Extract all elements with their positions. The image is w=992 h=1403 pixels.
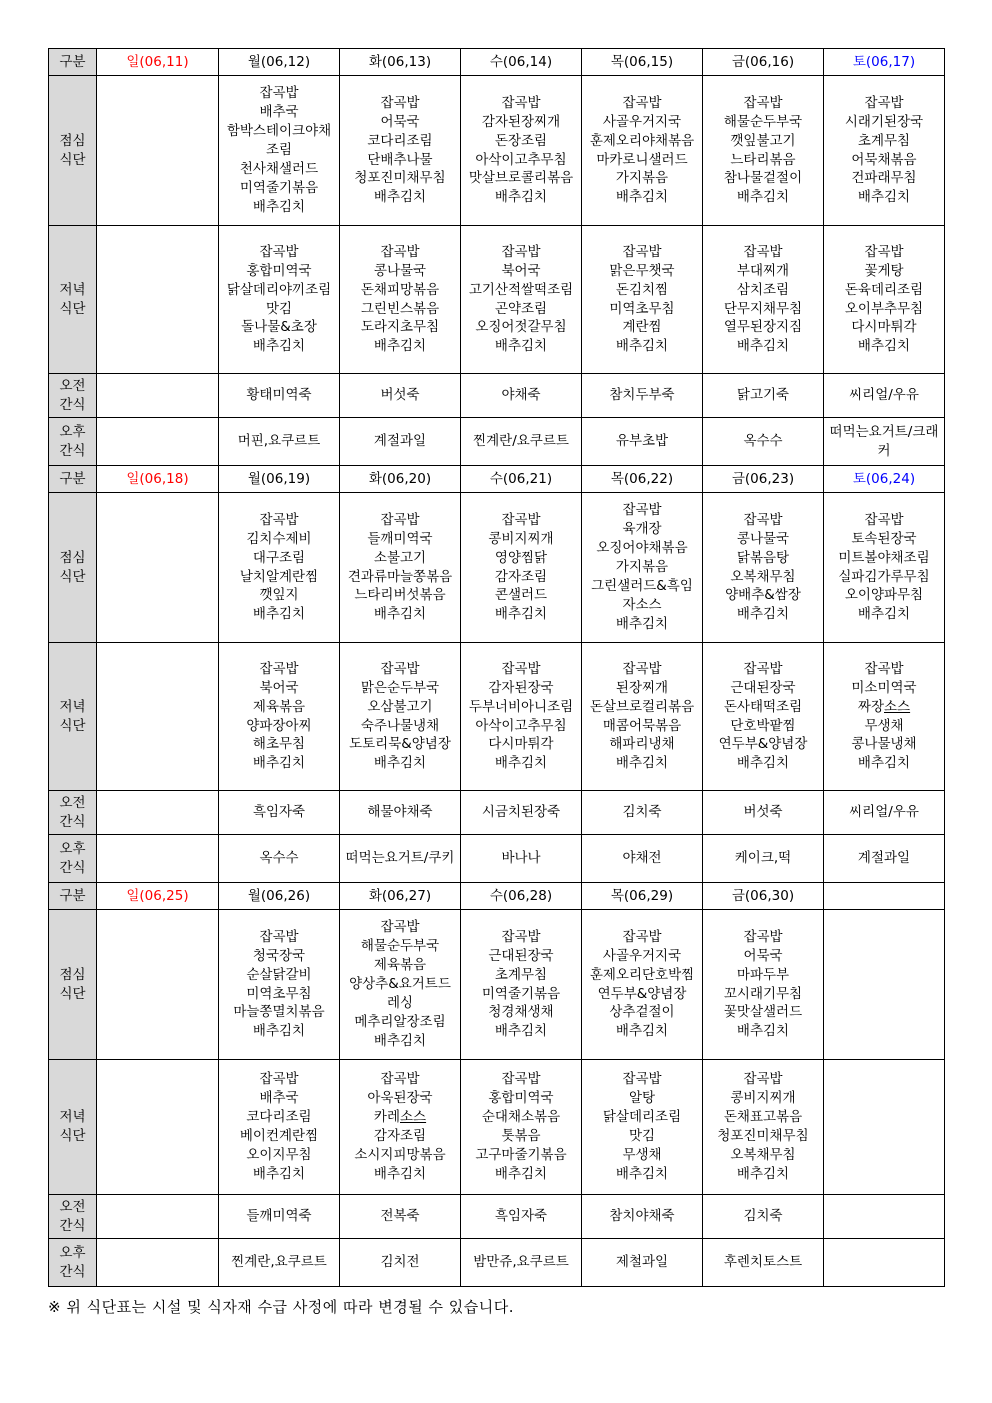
empty-cell	[97, 1060, 219, 1195]
menu-cell: 바나나	[461, 835, 582, 883]
menu-cell: 잡곡밥 아욱된장국 카레소스 감자조림 소시지피망볶음 배추김치	[340, 1060, 461, 1195]
week-header-row	[49, 466, 945, 493]
menu-cell: 잡곡밥 토속된장국 미트볼야채조림 실파김가루무침 오이양파무침 배추김치	[824, 493, 945, 643]
empty-cell	[824, 1195, 945, 1239]
empty-cell	[97, 76, 219, 226]
menu-cell: 유부초밥	[582, 418, 703, 466]
empty-cell	[97, 493, 219, 643]
footnote: ※ 위 식단표는 시설 및 식자재 수급 사정에 따라 변경될 수 있습니다.	[48, 1298, 515, 1316]
day-header: 금(06,23)	[703, 466, 824, 493]
menu-cell: 잡곡밥 홍합미역국 순대채소볶음 톳볶음 고구마줄기볶음 배추김치	[461, 1060, 582, 1195]
menu-cell: 잡곡밥 어묵국 마파두부 꼬시래기무침 꽃맛살샐러드 배추김치	[703, 910, 824, 1060]
day-header: 목(06,15)	[582, 49, 703, 76]
menu-cell: 잡곡밥 홍합미역국 닭살데리야끼조림 맛김 돌나물&초장 배추김치	[219, 226, 340, 374]
menu-cell: 옥수수	[219, 835, 340, 883]
day-header: 토(06,24)	[824, 466, 945, 493]
day-header: 수(06,21)	[461, 466, 582, 493]
row-label: 점심 식단	[49, 76, 97, 226]
day-header: 월(06,12)	[219, 49, 340, 76]
menu-cell: 떠먹는요거트/쿠키	[340, 835, 461, 883]
menu-cell: 잡곡밥 시래기된장국 초계무침 어묵채볶음 건파래무침 배추김치	[824, 76, 945, 226]
day-header: 화(06,20)	[340, 466, 461, 493]
menu-cell: 김치죽	[703, 1195, 824, 1239]
menu-cell: 계절과일	[340, 418, 461, 466]
day-header: 월(06,26)	[219, 883, 340, 910]
menu-cell: 찐계란/요쿠르트	[461, 418, 582, 466]
menu-cell: 닭고기죽	[703, 374, 824, 418]
menu-cell: 잡곡밥 사골우거지국 훈제오리단호박찜 연두부&양념장 상추겉절이 배추김치	[582, 910, 703, 1060]
corner-label: 구분	[49, 466, 97, 493]
menu-cell: 잡곡밥 육개장 오징어야채볶음 가지볶음 그린샐러드&흑임자소스 배추김치	[582, 493, 703, 643]
menu-cell: 잡곡밥 북어국 고기산적쌀떡조림 곤약조림 오징어젓갈무침 배추김치	[461, 226, 582, 374]
day-header: 목(06,22)	[582, 466, 703, 493]
menu-cell: 씨리얼/우유	[824, 791, 945, 835]
menu-cell: 잡곡밥 콩비지찌개 영양찜닭 감자조림 콘샐러드 배추김치	[461, 493, 582, 643]
day-header: 화(06,13)	[340, 49, 461, 76]
menu-cell: 찐계란,요쿠르트	[219, 1239, 340, 1287]
menu-cell: 잡곡밥 해물순두부국 제육볶음 양상추&요거트드레싱 메추리알장조림 배추김치	[340, 910, 461, 1060]
menu-cell: 전복죽	[340, 1195, 461, 1239]
empty-cell	[97, 835, 219, 883]
day-header: 화(06,27)	[340, 883, 461, 910]
menu-cell: 야채죽	[461, 374, 582, 418]
row-label: 저녁 식단	[49, 1060, 97, 1195]
empty-cell	[97, 418, 219, 466]
week-block-2	[49, 466, 945, 883]
empty-cell	[97, 226, 219, 374]
menu-cell: 케이크,떡	[703, 835, 824, 883]
row-snack-am	[49, 791, 945, 835]
menu-cell: 잡곡밥 미소미역국 짜장소스 무생채 콩나물냉채 배추김치	[824, 643, 945, 791]
week-block-3	[49, 883, 945, 1287]
menu-cell: 떠먹는요거트/크래커	[824, 418, 945, 466]
menu-cell: 잡곡밥 사골우거지국 훈제오리야채볶음 마카로니샐러드 가지볶음 배추김치	[582, 76, 703, 226]
menu-cell: 잡곡밥 배추국 코다리조림 베이컨계란찜 오이지무침 배추김치	[219, 1060, 340, 1195]
menu-cell: 잡곡밥 부대찌개 삼치조림 단무지채무침 열무된장지짐 배추김치	[703, 226, 824, 374]
menu-cell: 후렌치토스트	[703, 1239, 824, 1287]
row-label: 저녁 식단	[49, 226, 97, 374]
menu-cell: 잡곡밥 꽃게탕 돈육데리조림 오이부추무침 다시마튀각 배추김치	[824, 226, 945, 374]
day-header: 금(06,30)	[703, 883, 824, 910]
row-label: 점심 식단	[49, 493, 97, 643]
menu-cell: 잡곡밥 콩비지찌개 돈채표고볶음 청포진미채무침 오복채무침 배추김치	[703, 1060, 824, 1195]
empty-cell	[824, 1060, 945, 1195]
underlined-menu-item: 소스	[400, 1109, 427, 1126]
menu-cell: 잡곡밥 김치수제비 대구조림 날치알계란찜 깻잎지 배추김치	[219, 493, 340, 643]
row-label: 저녁 식단	[49, 643, 97, 791]
row-snack-pm	[49, 835, 945, 883]
menu-cell: 잡곡밥 감자된장찌개 돈장조림 아삭이고추무침 맛살브로콜리볶음 배추김치	[461, 76, 582, 226]
row-label: 오전 간식	[49, 1195, 97, 1239]
row-label: 오후 간식	[49, 835, 97, 883]
day-header	[824, 883, 945, 910]
menu-cell: 잡곡밥 근대된장국 돈사태떡조림 단호박팥찜 연두부&양념장 배추김치	[703, 643, 824, 791]
empty-cell	[97, 791, 219, 835]
menu-cell: 들깨미역죽	[219, 1195, 340, 1239]
row-label: 오전 간식	[49, 791, 97, 835]
menu-cell: 잡곡밥 감자된장국 두부너비아니조림 아삭이고추무침 다시마튀각 배추김치	[461, 643, 582, 791]
menu-cell: 흑임자죽	[219, 791, 340, 835]
row-dinner	[49, 226, 945, 374]
row-lunch	[49, 493, 945, 643]
week-block-1	[49, 49, 945, 466]
row-snack-am	[49, 374, 945, 418]
row-lunch	[49, 76, 945, 226]
menu-cell: 머핀,요쿠르트	[219, 418, 340, 466]
empty-cell	[97, 1239, 219, 1287]
menu-cell: 잡곡밥 해물순두부국 깻잎불고기 느타리볶음 참나물겉절이 배추김치	[703, 76, 824, 226]
menu-cell: 옥수수	[703, 418, 824, 466]
meal-table	[48, 48, 945, 1287]
menu-cell: 계절과일	[824, 835, 945, 883]
menu-cell: 야채전	[582, 835, 703, 883]
day-header: 목(06,29)	[582, 883, 703, 910]
week-header-row	[49, 883, 945, 910]
empty-cell	[824, 1239, 945, 1287]
menu-cell: 잡곡밥 된장찌개 돈살브로컬리볶음 매콤어묵볶음 해파리냉채 배추김치	[582, 643, 703, 791]
day-header: 수(06,28)	[461, 883, 582, 910]
corner-label: 구분	[49, 49, 97, 76]
row-dinner-short	[49, 1060, 945, 1195]
menu-cell: 해물야채죽	[340, 791, 461, 835]
menu-cell: 참치야채죽	[582, 1195, 703, 1239]
day-header: 일(06,25)	[97, 883, 219, 910]
menu-cell: 잡곡밥 배추국 함박스테이크야채조림 천사채샐러드 미역줄기볶음 배추김치	[219, 76, 340, 226]
empty-cell	[97, 1195, 219, 1239]
empty-cell	[824, 910, 945, 1060]
day-header: 토(06,17)	[824, 49, 945, 76]
row-snack-pm	[49, 418, 945, 466]
row-lunch	[49, 910, 945, 1060]
day-header: 월(06,19)	[219, 466, 340, 493]
menu-cell: 시금치된장죽	[461, 791, 582, 835]
day-header: 금(06,16)	[703, 49, 824, 76]
menu-cell: 잡곡밥 알탕 닭살데리조림 맛김 무생채 배추김치	[582, 1060, 703, 1195]
row-snack-pm	[49, 1239, 945, 1287]
menu-cell: 잡곡밥 청국장국 순살닭갈비 미역초무침 마늘쫑멸치볶음 배추김치	[219, 910, 340, 1060]
underlined-menu-item: 소스	[884, 698, 911, 715]
empty-cell	[97, 643, 219, 791]
day-header: 일(06,11)	[97, 49, 219, 76]
row-label: 오후 간식	[49, 1239, 97, 1287]
row-dinner	[49, 643, 945, 791]
menu-cell: 김치죽	[582, 791, 703, 835]
menu-cell: 씨리얼/우유	[824, 374, 945, 418]
row-label: 오후 간식	[49, 418, 97, 466]
menu-cell: 잡곡밥 콩나물국 닭볶음탕 오복채무침 양배추&쌈장 배추김치	[703, 493, 824, 643]
empty-cell	[97, 910, 219, 1060]
menu-cell: 잡곡밥 근대된장국 초계무침 미역줄기볶음 청경채생채 배추김치	[461, 910, 582, 1060]
week-header-row	[49, 49, 945, 76]
row-label: 오전 간식	[49, 374, 97, 418]
menu-cell: 잡곡밥 맑은무챗국 돈김치찜 미역초무침 계란찜 배추김치	[582, 226, 703, 374]
day-header: 일(06,18)	[97, 466, 219, 493]
menu-cell: 제철과일	[582, 1239, 703, 1287]
menu-cell: 김치전	[340, 1239, 461, 1287]
menu-cell: 버섯죽	[340, 374, 461, 418]
empty-cell	[97, 374, 219, 418]
corner-label: 구분	[49, 883, 97, 910]
row-label: 점심 식단	[49, 910, 97, 1060]
menu-cell: 잡곡밥 맑은순두부국 오삼불고기 숙주나물냉채 도토리묵&양념장 배추김치	[340, 643, 461, 791]
row-snack-am	[49, 1195, 945, 1239]
meal-table-wrap	[48, 48, 945, 1287]
menu-cell: 잡곡밥 콩나물국 돈채피망볶음 그린빈스볶음 도라지초무침 배추김치	[340, 226, 461, 374]
menu-cell: 잡곡밥 들깨미역국 소불고기 견과류마늘쫑볶음 느타리버섯볶음 배추김치	[340, 493, 461, 643]
menu-cell: 버섯죽	[703, 791, 824, 835]
menu-cell: 참치두부죽	[582, 374, 703, 418]
menu-cell: 잡곡밥 어묵국 코다리조림 단배추나물 청포진미채무침 배추김치	[340, 76, 461, 226]
menu-cell: 잡곡밥 북어국 제육볶음 양파장아찌 해초무침 배추김치	[219, 643, 340, 791]
menu-cell: 황태미역죽	[219, 374, 340, 418]
day-header: 수(06,14)	[461, 49, 582, 76]
menu-cell: 밤만쥬,요쿠르트	[461, 1239, 582, 1287]
menu-cell: 흑임자죽	[461, 1195, 582, 1239]
